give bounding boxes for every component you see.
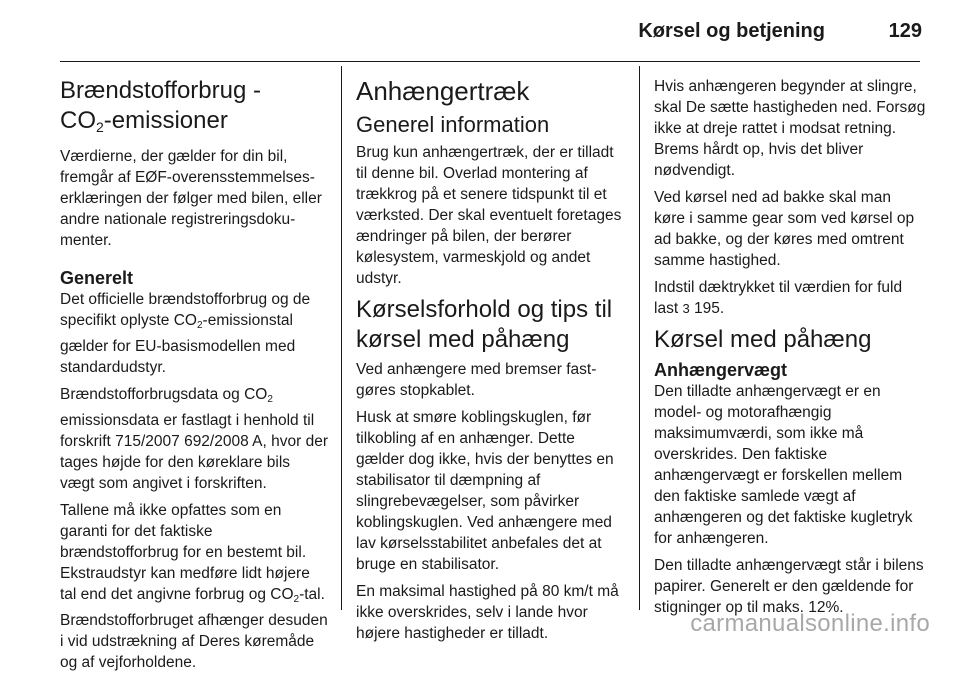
paragraph: Det officielle brændstofforbrug og de specifikt oplyste $CO_2$-emissionstal gælder for EU-basismodellen med standardudstyr. [60,291,311,376]
column-2 [356,76,626,650]
paragraph: Indstil dæktrykket til værdien for fuld last 3 195. [654,279,903,317]
heading-tow-bar: Anhængertræk [356,76,530,106]
subheading-trailer-weight: Anhængervægt [654,360,788,380]
paragraph: Værdierne, der gælder for din bil, fremgår af EØF-overensstemmelseserklæringen der følger med bilen, eller andre nationale registreringsdokumenter. [60,148,322,249]
subheading-generelt: Generelt [60,268,134,288]
page-reference-icon: 3 [682,301,690,316]
heading-trailer-driving: Kørsel med påhæng [654,326,872,353]
paragraph: En maksimal hastighed på 80 km/t må ikke overskrides, selv i lande hvor højere hastigheder er tilladt. [356,583,619,642]
paragraph: Husk at smøre koblingskuglen, før tilkobling af en anhænger. Dette gælder dog ikke, hvis der benyttes en stabilisator til dæmpning af slingrebevægelser, som påvirker koblingskuglen. Ved anhængere med lav kørselsstabilitet anbefales det at bruge en stabilisator. [356,409,614,573]
paragraph: Tallene må ikke opfattes som en garanti for det faktiske brændstofforbrug for en bestemt bil. Ekstraudstyr kan medføre lidt højere tal end det angivne forbrug og $CO_2$-tal. Brændstofforbruget afhænger desuden i vid udstrækning af Deres køremåde og af vejforholdene. [60,502,328,671]
paragraph: Hvis anhængeren begynder at slingre, skal De sætte hastigheden ned. Forsøg ikke at dreje rattet i modsat retning. Brems hårdt op, hvis det bliver nødvendigt. [654,78,926,179]
header-divider [60,61,920,62]
paragraph: Den tilladte anhængervægt står i bilens papirer. Generelt er den gældende for stigninger op til maks. 12%. [654,557,924,616]
heading-general-info: Generel information [356,112,550,137]
paragraph: Brug kun anhængertræk, der er tilladt til denne bil. Overlad montering af trækkrog på et senere tidspunkt til et værksted. Der skal eventuelt foretages ændringer på bilen, der berører kølesystem, varmeskjold og andet udstyr. [356,144,622,287]
column-1 [60,76,328,679]
heading-driving-tips: Kørselsforhold og tips til kørsel med påhæng [356,296,613,353]
column-divider-2 [639,66,640,610]
paragraph: Den tilladte anhængervægt er en model- og motorafhængig maksimumværdi, som ikke må overskrides. Den faktiske anhængervægt er forskellen mellem den faktiske samlede vægt af anhængeren og det faktiske kugletryk for anhængeren. [654,383,913,547]
paragraph: Ved kørsel ned ad bakke skal man køre i samme gear som ved kørsel op ad bakke, og der køres med omtrent samme hastighed. [654,189,915,269]
heading-fuel-consumption: Brændstofforbrug - CO2-emissioner [60,77,261,135]
paragraph: Brændstofforbrugsdata og $CO_2$ emissionsdata er fastlagt i henhold til forskrift 715/2007 692/2008 A, hvor der tages højde for den køreklare bils vægt som angivet i forskriften. [60,386,328,492]
watermark: carmanualsonline.info [690,610,930,637]
section-title: Kørsel og betjening [638,20,825,42]
page-number: 129 [888,20,922,42]
column-3 [654,76,926,624]
paragraph: Ved anhængere med bremser fastgøres stopkablet. [356,361,597,399]
page-header [0,0,960,60]
column-divider-1 [341,66,342,610]
